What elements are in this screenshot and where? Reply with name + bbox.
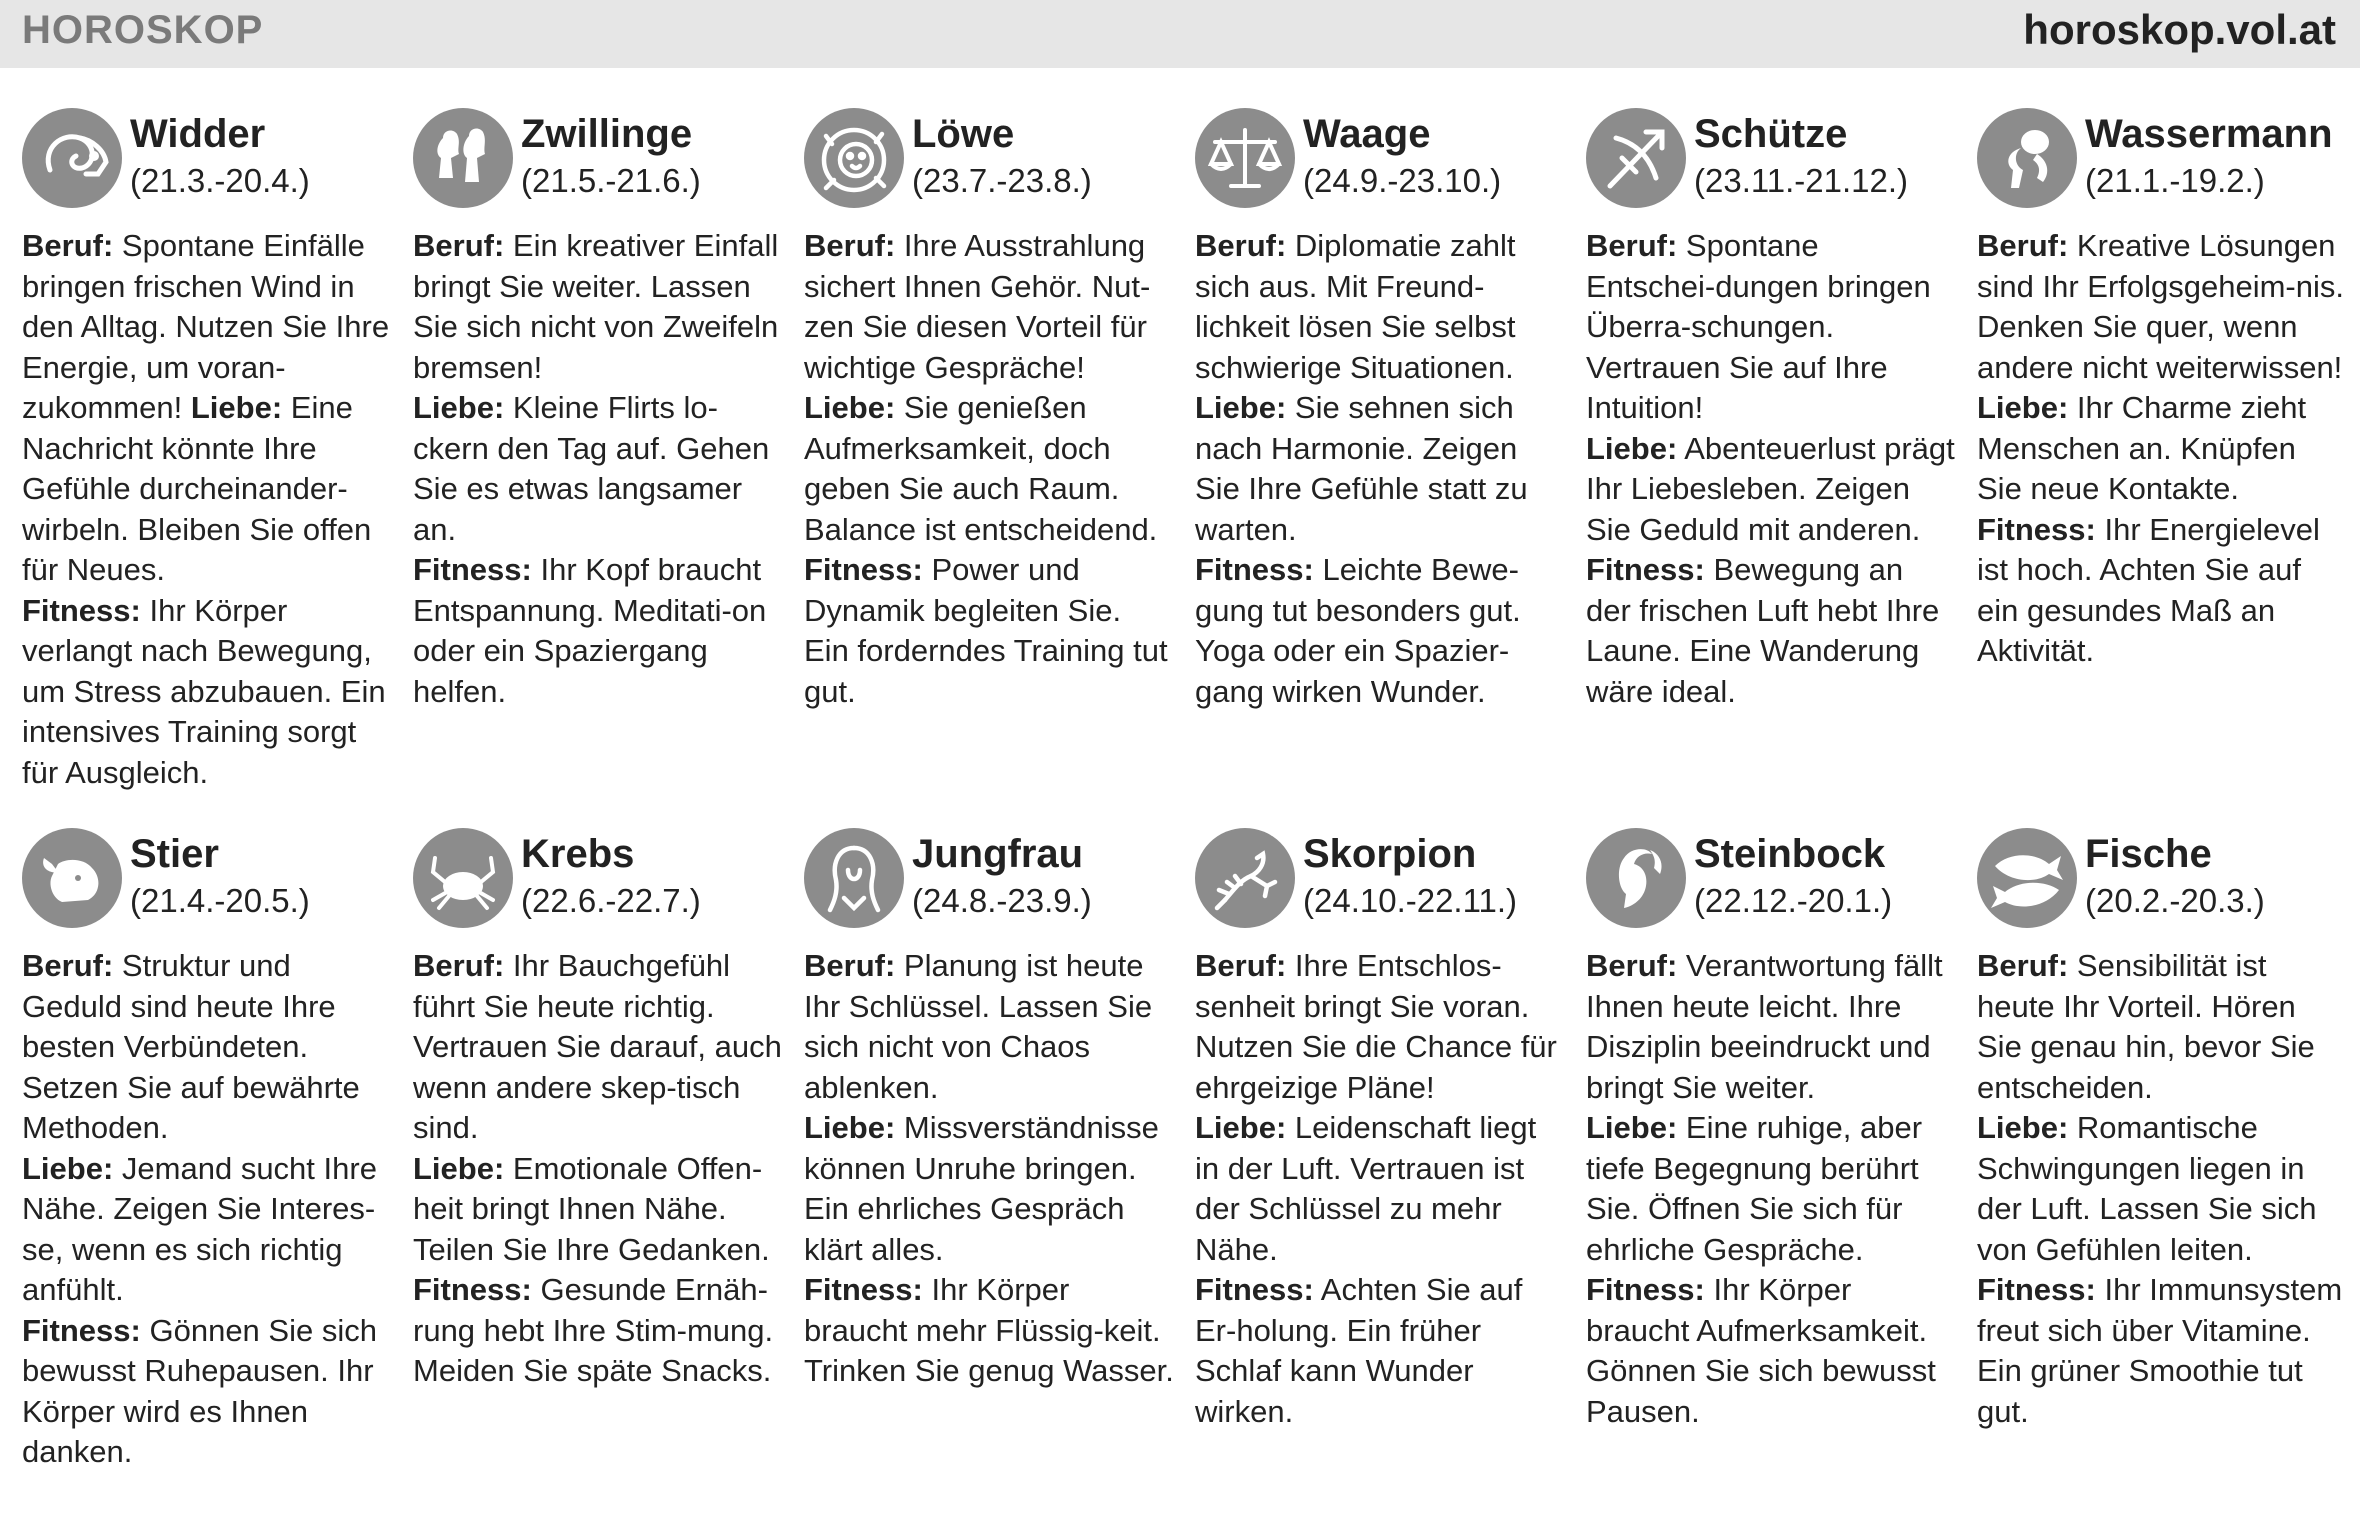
beruf-text: Diplomatie zahlt sich aus. Mit Freund-lichkeit lösen Sie selbst schwierige Situationen.	[1195, 228, 1516, 385]
sign-waage	[1195, 106, 1565, 712]
sign-schuetze	[1586, 106, 1956, 712]
liebe-label: Liebe:	[1586, 430, 1678, 466]
sign-fische	[1977, 826, 2347, 1432]
beruf-text: Struktur und Geduld sind heute Ihre besten Verbündeten. Setzen Sie auf bewährte Methoden.	[22, 948, 360, 1145]
sign-dates: (24.9.-23.10.)	[1303, 162, 1502, 199]
goat-icon	[1586, 828, 1686, 928]
sign-loewe	[804, 106, 1174, 712]
liebe-label: Liebe:	[413, 390, 505, 425]
fitness-label: Fitness:	[1195, 552, 1314, 587]
sign-name: Fische	[2085, 832, 2212, 876]
fitness-text: Gönnen Sie sich bewusst Ruhepausen. Ihr Körper wird es Ihnen danken.	[22, 1312, 377, 1469]
fitness-label: Fitness:	[1586, 552, 1705, 587]
liebe-label: Liebe:	[804, 390, 896, 425]
fitness-label: Fitness:	[1195, 1272, 1314, 1307]
fitness-text: Ihr Körper verlangt nach Bewegung, um Stress abzubauen. Ein intensives Training sorgt für Ausgleich.	[22, 592, 386, 790]
fitness-text: Ihr Körper braucht Aufmerksamkeit. Gönnen Sie sich bewusst Pausen.	[1586, 1272, 1936, 1429]
sign-text	[1195, 226, 1565, 712]
header-bar	[0, 0, 2360, 68]
sign-name: Schütze	[1694, 112, 1848, 156]
sign-dates: (21.5.-21.6.)	[521, 162, 701, 199]
sign-text	[1195, 946, 1565, 1432]
water-bearer-icon	[1977, 108, 2077, 208]
liebe-text: Eine Nachricht könnte Ihre Gefühle durcheinander-wirbeln. Bleiben Sie offen für Neues.	[22, 390, 372, 587]
liebe-text: Jemand sucht Ihre Nähe. Zeigen Sie Interes-se, wenn es sich richtig anfühlt.	[22, 1150, 377, 1307]
sign-text	[1586, 946, 1956, 1432]
fitness-text: Achten Sie auf Er-holung. Ein früher Schlaf kann Wunder wirken.	[1195, 1272, 1523, 1429]
liebe-label: Liebe:	[190, 390, 283, 425]
archer-icon	[1586, 108, 1686, 208]
sign-name: Stier	[130, 832, 219, 876]
beruf-label: Beruf:	[1977, 228, 2069, 263]
beruf-text: Ein kreativer Einfall bringt Sie weiter. Lassen Sie sich nicht von Zweifeln bremsen!	[413, 228, 779, 385]
liebe-text: Sie sehnen sich nach Harmonie. Zeigen Sie Ihre Gefühle statt zu warten.	[1195, 390, 1528, 547]
sign-name: Jungfrau	[912, 832, 1084, 876]
sign-dates: (20.2.-20.3.)	[2085, 882, 2265, 919]
sign-dates: (24.8.-23.9.)	[912, 882, 1092, 919]
sign-name: Skorpion	[1303, 832, 1477, 876]
sign-text	[804, 226, 1174, 712]
fitness-text: Power und Dynamik begleiten Sie. Ein forderndes Training tut gut.	[804, 552, 1168, 709]
liebe-label: Liebe:	[22, 1150, 114, 1186]
beruf-text: Planung ist heute Ihr Schlüssel. Lassen Sie sich nicht von Chaos ablenken.	[804, 948, 1153, 1105]
sign-name: Zwillinge	[521, 112, 693, 156]
sign-stier	[22, 826, 392, 1473]
fitness-label: Fitness:	[804, 1272, 923, 1307]
fitness-text: Ihr Energielevel ist hoch. Achten Sie auf ein gesundes Maß an Aktivität.	[1977, 511, 2320, 668]
sign-dates: (23.11.-21.12.)	[1694, 162, 1909, 199]
beruf-label: Beruf:	[413, 228, 505, 263]
liebe-label: Liebe:	[413, 1150, 505, 1186]
sign-name: Waage	[1303, 112, 1431, 156]
sign-dates: (21.3.-20.4.)	[130, 162, 310, 199]
fitness-label: Fitness:	[22, 1312, 141, 1348]
site-url[interactable]: horoskop.vol.at	[2023, 6, 2336, 53]
beruf-text: Sensibilität ist heute Ihr Vorteil. Hören Sie genau hin, bevor Sie entscheiden.	[1977, 948, 2315, 1105]
ram-icon	[22, 108, 122, 208]
liebe-label: Liebe:	[1195, 390, 1287, 425]
fitness-text: Ihr Körper braucht mehr Flüssig-keit. Trinken Sie genug Wasser.	[804, 1272, 1174, 1388]
sign-dates: (21.1.-19.2.)	[2085, 162, 2265, 199]
sign-text	[22, 946, 392, 1473]
sign-text	[1586, 226, 1956, 712]
virgin-icon	[804, 828, 904, 928]
liebe-text: Leidenschaft liegt in der Luft. Vertrauen ist der Schlüssel zu mehr Nähe.	[1195, 1110, 1537, 1267]
beruf-text: Ihr Bauchgefühl führt Sie heute richtig. Vertrauen Sie darauf, auch wenn andere skep-tisch sind.	[413, 948, 782, 1145]
fitness-text: Ihr Kopf braucht Entspannung. Meditati-on oder ein Spaziergang helfen.	[413, 552, 767, 709]
liebe-text: Missverständnisse können Unruhe bringen. Ein ehrliches Gespräch klärt alles.	[804, 1110, 1159, 1267]
sign-krebs	[413, 826, 783, 1392]
beruf-text: Spontane Entschei-dungen bringen Überra-schungen. Vertrauen Sie auf Ihre Intuition!	[1586, 228, 1931, 425]
scales-icon	[1195, 108, 1295, 208]
sign-zwillinge	[413, 106, 783, 712]
sign-dates: (22.6.-22.7.)	[521, 882, 701, 919]
beruf-text: Spontane Einfälle bringen frischen Wind in den Alltag. Nutzen Sie Ihre Energie, um voran-zukommen!	[22, 228, 390, 425]
sign-text	[22, 226, 392, 793]
fitness-text: Ihr Immunsystem freut sich über Vitamine. Ein grüner Smoothie tut gut.	[1977, 1272, 2343, 1429]
liebe-label: Liebe:	[1977, 390, 2069, 425]
beruf-label: Beruf:	[413, 948, 505, 983]
fitness-label: Fitness:	[413, 552, 532, 587]
liebe-text: Emotionale Offen-heit bringt Ihnen Nähe. Teilen Sie Ihre Gedanken.	[413, 1150, 770, 1267]
sign-skorpion	[1195, 826, 1565, 1432]
sign-widder	[22, 106, 392, 793]
fitness-text: Bewegung an der frischen Luft hebt Ihre Laune. Eine Wanderung wäre ideal.	[1586, 552, 1940, 709]
sign-name: Löwe	[912, 112, 1015, 156]
fitness-label: Fitness:	[1977, 1272, 2096, 1307]
beruf-label: Beruf:	[804, 228, 896, 263]
scorpion-icon	[1195, 828, 1295, 928]
liebe-text: Eine ruhige, aber tiefe Begegnung berührt Sie. Öffnen Sie sich für ehrliche Gespräche.	[1586, 1110, 1923, 1267]
liebe-text: Sie genießen Aufmerksamkeit, doch geben Sie auch Raum. Balance ist entscheidend.	[804, 390, 1158, 547]
sign-dates: (22.12.-20.1.)	[1694, 882, 1893, 919]
sign-steinbock	[1586, 826, 1956, 1432]
sign-text	[413, 946, 783, 1392]
bull-icon	[22, 828, 122, 928]
sign-dates: (23.7.-23.8.)	[912, 162, 1092, 199]
beruf-text: Ihre Ausstrahlung sichert Ihnen Gehör. Nut-zen Sie diesen Vorteil für wichtige Gespräche!	[804, 228, 1151, 385]
beruf-label: Beruf:	[804, 948, 896, 983]
twins-icon	[413, 108, 513, 208]
liebe-text: Kleine Flirts lo-ckern den Tag auf. Gehen Sie es etwas langsamer an.	[413, 390, 770, 547]
sign-dates: (21.4.-20.5.)	[130, 882, 310, 919]
beruf-text: Kreative Lösungen sind Ihr Erfolgsgeheim-nis. Denken Sie quer, wenn andere nicht weiterwissen!	[1977, 228, 2344, 385]
liebe-text: Abenteuerlust prägt Ihr Liebesleben. Zeigen Sie Geduld mit anderen.	[1586, 430, 1955, 547]
fish-icon	[1977, 828, 2077, 928]
fitness-label: Fitness:	[1977, 511, 2096, 547]
beruf-label: Beruf:	[1195, 948, 1287, 983]
fitness-label: Fitness:	[804, 552, 923, 587]
fitness-text: Leichte Bewe-gung tut besonders gut. Yoga oder ein Spazier-gang wirken Wunder.	[1195, 552, 1521, 709]
fitness-text: Gesunde Ernäh-rung hebt Ihre Stim-mung. Meiden Sie späte Snacks.	[413, 1272, 774, 1388]
sign-text	[804, 946, 1174, 1392]
sign-text	[1977, 226, 2347, 672]
sign-name: Wassermann	[2085, 112, 2333, 156]
liebe-label: Liebe:	[804, 1110, 896, 1145]
liebe-label: Liebe:	[1586, 1110, 1678, 1145]
beruf-label: Beruf:	[1977, 948, 2069, 983]
beruf-label: Beruf:	[22, 948, 114, 983]
sign-dates: (24.10.-22.11.)	[1303, 882, 1518, 919]
liebe-label: Liebe:	[1195, 1110, 1287, 1145]
sign-name: Krebs	[521, 832, 635, 876]
liebe-text: Romantische Schwingungen liegen in der Luft. Lassen Sie sich von Gefühlen leiten.	[1977, 1110, 2317, 1267]
fitness-label: Fitness:	[1586, 1272, 1705, 1307]
beruf-text: Verantwortung fällt Ihnen heute leicht. Ihre Disziplin beeindruckt und bringt Sie weiter.	[1586, 948, 1943, 1105]
sign-text	[1977, 946, 2347, 1432]
fitness-label: Fitness:	[413, 1272, 532, 1307]
page-title: HOROSKOP	[22, 8, 264, 52]
crab-icon	[413, 828, 513, 928]
sign-jungfrau	[804, 826, 1174, 1392]
beruf-label: Beruf:	[1586, 228, 1678, 263]
beruf-label: Beruf:	[1195, 228, 1287, 263]
fitness-label: Fitness:	[22, 592, 141, 628]
beruf-text: Ihre Entschlos-senheit bringt Sie voran. Nutzen Sie die Chance für ehrgeizige Pläne!	[1195, 948, 1557, 1105]
sign-wassermann	[1977, 106, 2347, 672]
sign-text	[413, 226, 783, 712]
lion-icon	[804, 108, 904, 208]
liebe-text: Ihr Charme zieht Menschen an. Knüpfen Sie neue Kontakte.	[1977, 390, 2307, 506]
beruf-label: Beruf:	[1586, 948, 1678, 983]
beruf-label: Beruf:	[22, 228, 114, 263]
sign-name: Widder	[130, 112, 266, 156]
liebe-label: Liebe:	[1977, 1110, 2069, 1145]
sign-name: Steinbock	[1694, 832, 1886, 876]
